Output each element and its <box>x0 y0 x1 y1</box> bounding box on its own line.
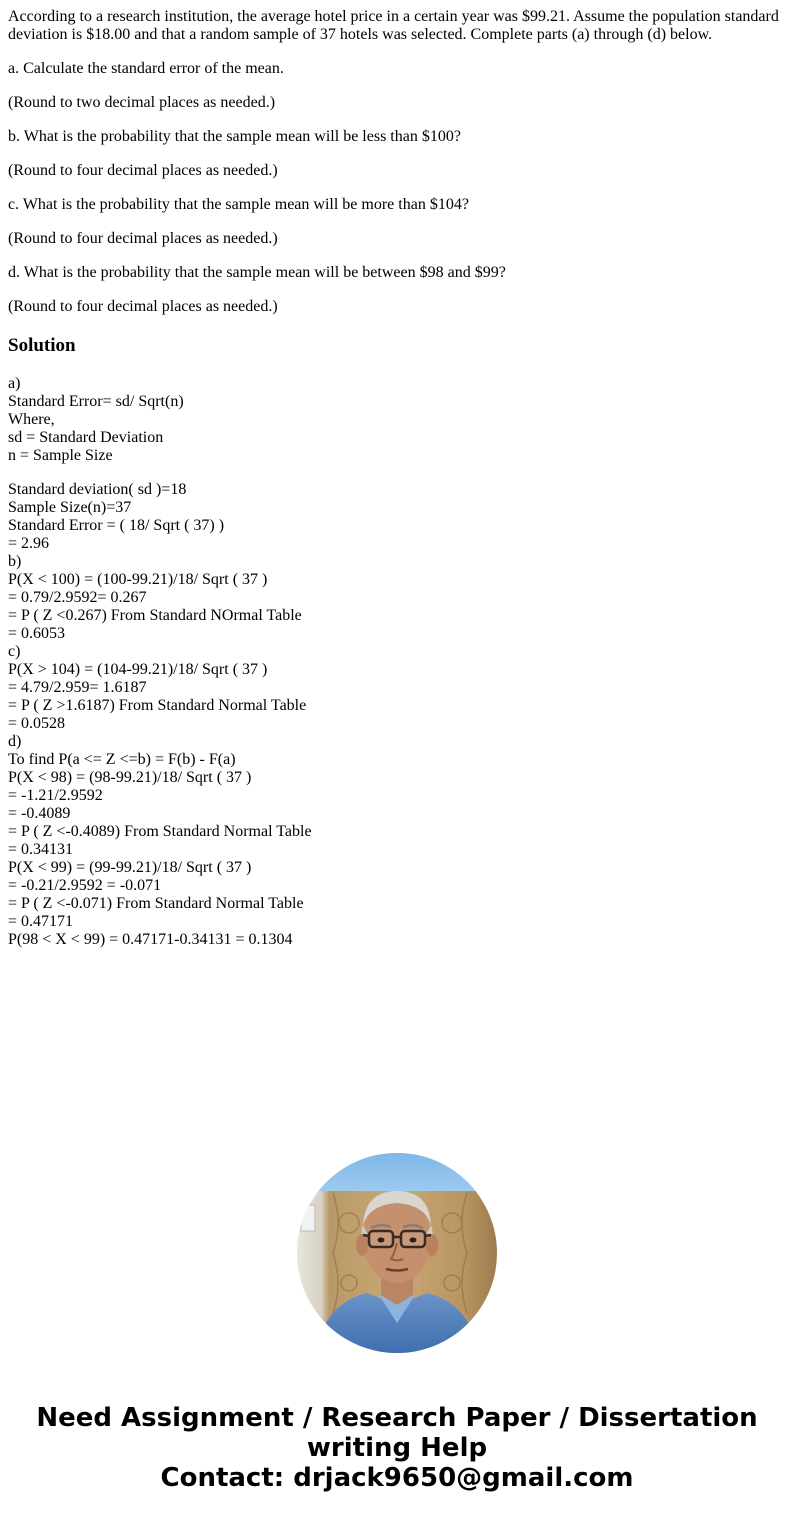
solution-line: n = Sample Size <box>8 447 113 464</box>
solution-line: = -0.4089 <box>8 805 71 822</box>
solution-line: P(X < 98) = (98-99.21)/18/ Sqrt ( 37 ) <box>8 769 252 786</box>
part-a-prompt: a. Calculate the standard error of the mean. <box>8 60 284 77</box>
part-a-note: (Round to two decimal places as needed.) <box>8 94 276 111</box>
solution-line: Sample Size(n)=37 <box>8 499 132 516</box>
part-c-note: (Round to four decimal places as needed.) <box>8 230 278 247</box>
solution-line: = P ( Z <0.267) From Standard NOrmal Table <box>8 607 302 624</box>
solution-line: To find P(a <= Z <=b) = F(b) - F(a) <box>8 751 236 768</box>
solution-line: P(X < 99) = (99-99.21)/18/ Sqrt ( 37 ) <box>8 859 252 876</box>
solution-line: = 0.0528 <box>8 715 66 732</box>
solution-line: = 4.79/2.959= 1.6187 <box>8 679 147 696</box>
part-d-note: (Round to four decimal places as needed.) <box>8 298 278 315</box>
solution-line: Where, <box>8 411 55 428</box>
solution-line: = -0.21/2.9592 = -0.071 <box>8 877 162 894</box>
solution-line: = 0.47171 <box>8 913 74 930</box>
question-intro: According to a research institution, the average hotel price in a certain year was $99.21. Assume the population standard deviation is $18.00 and that a random sample of 37 hotels was selected. Complete parts (a) through (d) below. <box>8 8 779 43</box>
solution-line: = -1.21/2.9592 <box>8 787 103 804</box>
footer-headline: Need Assignment / Research Paper / Dissertation <box>36 1403 758 1433</box>
solution-line: = P ( Z <-0.4089) From Standard Normal Table <box>8 823 312 840</box>
part-b-prompt: b. What is the probability that the sample mean will be less than $100? <box>8 128 461 145</box>
solution-line: P(X > 104) = (104-99.21)/18/ Sqrt ( 37 ) <box>8 661 268 678</box>
author-avatar <box>297 1153 497 1353</box>
solution-line: c) <box>8 643 21 660</box>
solution-line: a) <box>8 375 21 392</box>
solution-line: b) <box>8 553 22 570</box>
solution-line: d) <box>8 733 22 750</box>
solution-line: sd = Standard Deviation <box>8 429 164 446</box>
solution-block-definitions <box>8 375 786 465</box>
solution-line: = 0.79/2.9592= 0.267 <box>8 589 147 606</box>
footer-subline: writing Help <box>306 1433 488 1463</box>
solution-line: = 0.34131 <box>8 841 74 858</box>
solution-line: = 2.96 <box>8 535 50 552</box>
part-c-prompt: c. What is the probability that the sample mean will be more than $104? <box>8 196 469 213</box>
solution-line: Standard Error = ( 18/ Sqrt ( 37) ) <box>8 517 225 534</box>
part-b-note: (Round to four decimal places as needed.) <box>8 162 278 179</box>
footer-banner <box>0 1403 794 1493</box>
solution-line: = P ( Z <-0.071) From Standard Normal Table <box>8 895 304 912</box>
solution-line: P(98 < X < 99) = 0.47171-0.34131 = 0.1304 <box>8 931 293 948</box>
document-content <box>8 8 786 949</box>
part-d-prompt: d. What is the probability that the sample mean will be between $98 and $99? <box>8 264 506 281</box>
solution-line: P(X < 100) = (100-99.21)/18/ Sqrt ( 37 ) <box>8 571 268 588</box>
solution-line: = 0.6053 <box>8 625 66 642</box>
solution-heading: Solution <box>8 335 76 356</box>
solution-block-calculations <box>8 481 786 949</box>
solution-line: = P ( Z >1.6187) From Standard Normal Table <box>8 697 307 714</box>
solution-line: Standard Error= sd/ Sqrt(n) <box>8 393 184 410</box>
footer-contact: Contact: drjack9650@gmail.com <box>160 1463 634 1493</box>
solution-line: Standard deviation( sd )=18 <box>8 481 187 498</box>
